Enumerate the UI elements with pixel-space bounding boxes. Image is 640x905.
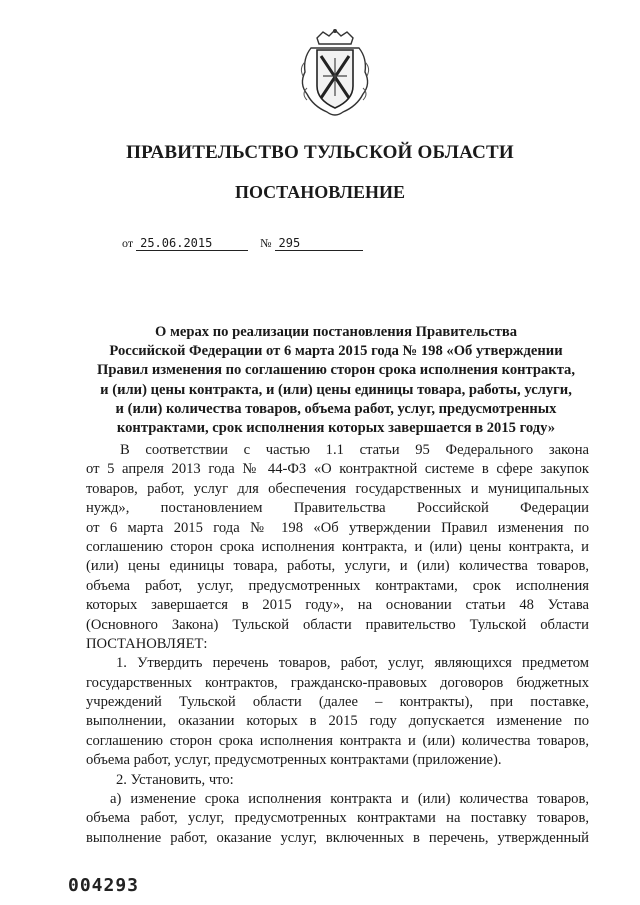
- document-heading: [86, 323, 586, 438]
- body-line: соглашению сторон срока исполнения контракта и (или) количества товаров,: [86, 732, 589, 749]
- body-line: от 5 апреля 2013 года № 44-ФЗ «О контрактной системе в сфере закупок: [86, 461, 589, 478]
- heading-line: Российской Федерации от 6 марта 2015 года № 198 «Об утверждении: [109, 343, 563, 360]
- body-line: ПОСТАНОВЛЯЕТ:: [86, 635, 208, 652]
- body-line: объема работ, услуг, предусмотренных контрактами (приложение).: [86, 752, 502, 769]
- body-line: (или) цены единицы товара, работы, услуги, и (или) количества товаров,: [86, 558, 589, 575]
- heading-line: и (или) количества товаров, объема работ, услуг, предусмотренных: [115, 400, 557, 417]
- body-line: от 6 марта 2015 года № 198 «Об утверждении Правил изменения по: [86, 519, 589, 536]
- heading-line: О мерах по реализации постановления Правительства: [154, 324, 518, 340]
- body-line: товаров, работ, услуг для обеспечения государственных и муниципальных: [86, 480, 589, 497]
- date-prefix: от: [122, 236, 134, 250]
- body-line: которых завершается в 2015 году», на основании статьи 48 Устава: [86, 597, 589, 614]
- body-line: выполнение работ, оказание услуг, включенных в перечень, утвержденный: [86, 829, 589, 846]
- date-number-line: [122, 236, 363, 251]
- heading-line: контрактами, срок исполнения которых завершается в 2015 году»: [116, 420, 556, 437]
- document-type: ПОСТАНОВЛЕНИЕ: [234, 182, 406, 202]
- organization-title: ПРАВИТЕЛЬСТВО ТУЛЬСКОЙ ОБЛАСТИ: [126, 142, 514, 163]
- number-prefix: №: [260, 236, 272, 250]
- number-value: 295: [275, 236, 363, 251]
- emblem-graphic: [295, 28, 375, 122]
- tula-coat-of-arms-emblem: [295, 28, 375, 122]
- body-line: нужд», постановлением Правительства Российской Федерации: [86, 500, 589, 517]
- body-line: 1. Утвердить перечень товаров, работ, услуг, являющихся предметом: [116, 655, 589, 672]
- body-line: объема работ, услуг, предусмотренных контрактами, срок исполнения: [86, 577, 589, 594]
- date-value: 25.06.2015: [136, 236, 248, 251]
- body-line: объема работ, услуг, предусмотренных контрактами на поставку товаров,: [86, 810, 589, 827]
- body-line: (Основного Закона) Тульской области правительство Тульской области: [86, 616, 589, 633]
- heading-line: и (или) цены контракта, и (или) цены единицы товара, работы, услуги,: [100, 381, 572, 398]
- document-body: [86, 441, 589, 848]
- body-line: учреждений Тульской области (далее – контракты), при поставке,: [86, 694, 589, 711]
- body-line: 2. Установить, что:: [116, 771, 234, 788]
- body-line: В соответствии с частью 1.1 статьи 95 Федерального закона: [120, 442, 589, 458]
- body-line: соглашению сторон срока исполнения контракта, и (или) цены контракта, и: [86, 538, 589, 555]
- body-line: выполнении, оказании которых в 2015 году допускается изменение по: [86, 713, 589, 730]
- body-line: а) изменение срока исполнения контракта и (или) количества товаров,: [110, 791, 589, 808]
- heading-line: Правил изменения по соглашению сторон срока исполнения контракта,: [97, 362, 575, 379]
- serial-number-stamp: 004293: [68, 875, 140, 896]
- body-line: государственных контрактов, гражданско-правовых договоров бюджетных: [86, 674, 589, 691]
